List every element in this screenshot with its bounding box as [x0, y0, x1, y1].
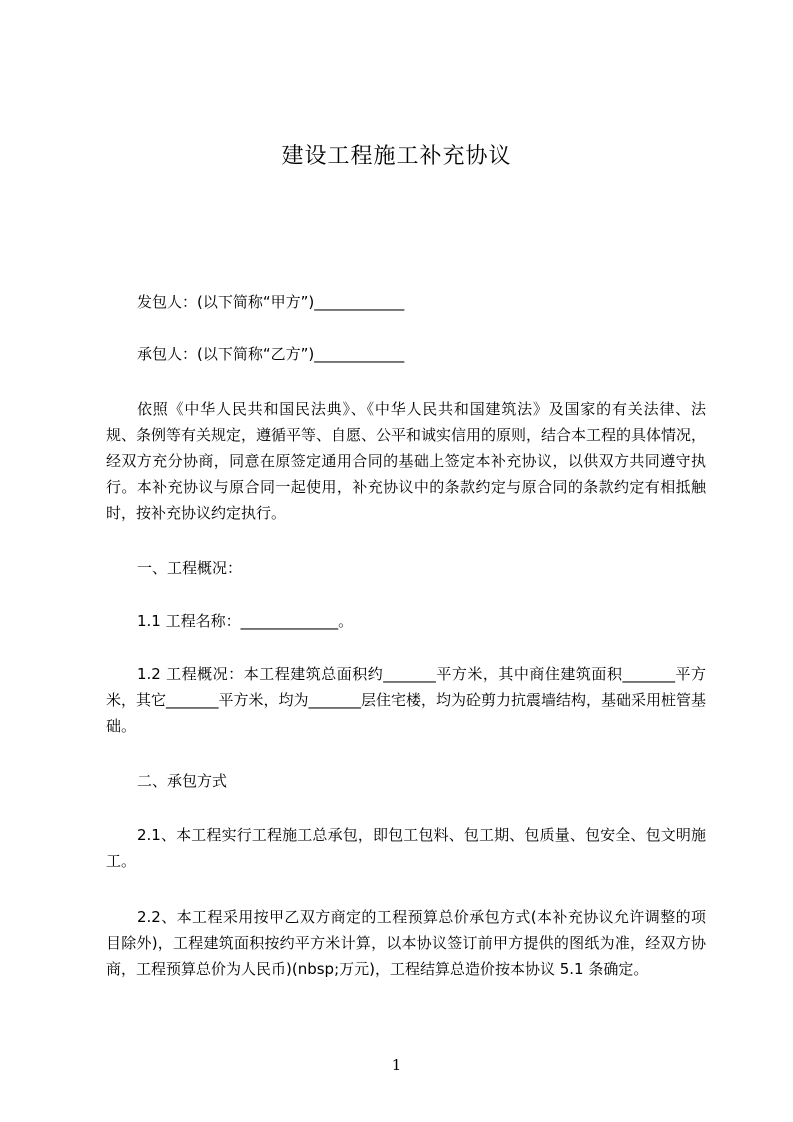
- section-2-heading: 二、承包方式: [137, 772, 228, 790]
- clause-2-2: 2.2、本工程采用按甲乙双方商定的工程预算总价承包方式(本补充协议允许调整的项目除外)，工程建筑面积按约平方米计算，以本协议签订前甲方提供的图纸为准，经双方协商，工程预算总价为人民币)(nbsp;万元)，工程结算总造价按本协议 5.1 条确定。: [106, 908, 706, 978]
- clause-1-2: 1.2 工程概况：本工程建筑总面积约_______平方米，其中商住建筑面积_______平方米，其它_______平方米，均为_______层住宅楼，均为砼剪力抗震墙结构，基础采用桩管基础。: [106, 665, 707, 735]
- clause-1-1: 1.1 工程名称：_____________。: [137, 612, 354, 630]
- document-title: 建设工程施工补充协议: [281, 144, 512, 169]
- clause-2-1: 2.1、本工程实行工程施工总承包，即包工包料、包工期、包质量、包安全、包文明施工。: [106, 826, 706, 870]
- preamble-paragraph: 依照《中华人民共和国民法典》、《中华人民共和国建筑法》及国家的有关法律、法规、条例等有关规定，遵循平等、自愿、公平和诚实信用的原则，结合本工程的具体情况，经双方充分协商，同意在原签定通用合同的基础上签定本补充协议，以供双方共同遵守执行。本补充协议与原合同一起使用，补充协议中的条款约定与原合同的条款约定有相抵触时，按补充协议约定执行。: [106, 400, 707, 522]
- party-a-line: 发包人：(以下简称“甲方”)____________: [137, 293, 405, 311]
- page-number: 1: [391, 1056, 402, 1074]
- section-1-heading: 一、工程概况：: [137, 559, 243, 577]
- party-b-line: 承包人：(以下简称“乙方”)____________: [137, 345, 405, 363]
